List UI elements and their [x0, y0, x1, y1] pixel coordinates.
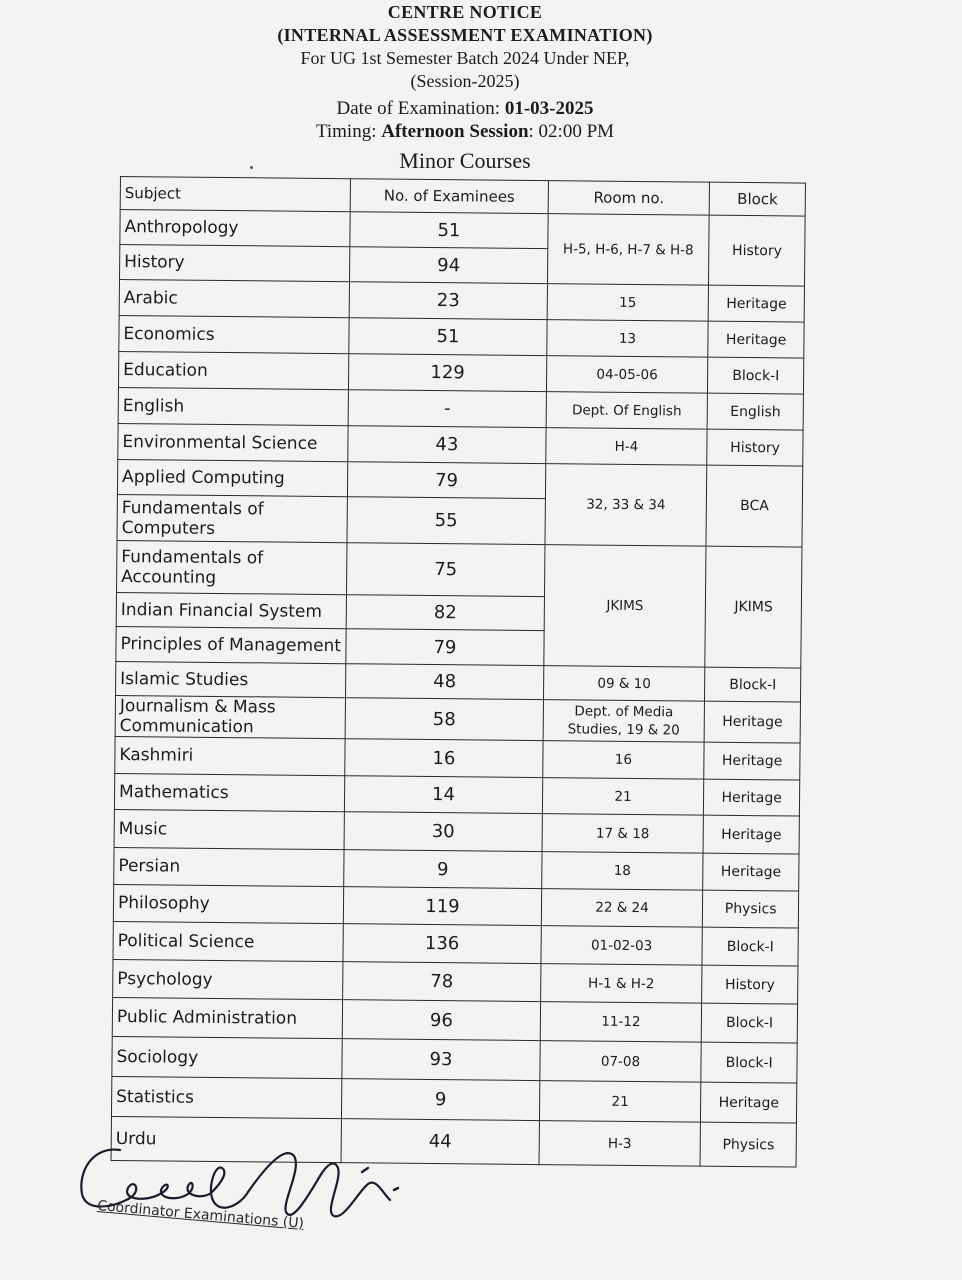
examinees-cell: 79	[348, 462, 546, 499]
header-block: Block	[710, 182, 806, 216]
table-row	[115, 695, 800, 743]
subject-cell: Philosophy	[113, 884, 344, 923]
subject-cell: Kashmiri	[115, 736, 346, 775]
room-cell: H-1 & H-2	[540, 964, 702, 1004]
block-cell: Heritage	[704, 701, 800, 743]
exam-date-line	[0, 98, 930, 120]
room-cell: 04-05-06	[546, 356, 708, 394]
examinees-cell: 79	[346, 629, 544, 666]
timing-session: Afternoon Session	[381, 121, 529, 142]
table-row	[114, 809, 799, 854]
subject-cell: Education	[118, 351, 349, 389]
examinees-cell: 48	[346, 664, 544, 700]
room-cell: 07-08	[539, 1041, 701, 1083]
room-cell: 09 & 10	[543, 666, 705, 702]
examinees-cell: 14	[345, 776, 543, 814]
header-room: Room no.	[548, 181, 710, 216]
examinees-cell: 44	[341, 1119, 539, 1165]
block-cell: Heritage	[701, 1082, 797, 1123]
timing-line	[0, 121, 930, 143]
notice-subtitle: (INTERNAL ASSESSMENT EXAMINATION)	[277, 25, 653, 45]
subject-cell: Environmental Science	[118, 423, 349, 461]
subject-cell: Economics	[119, 315, 350, 353]
examinees-cell: 9	[344, 850, 542, 889]
room-cell: JKIMS	[543, 545, 706, 668]
block-cell: English	[707, 393, 803, 430]
subject-cell: Sociology	[112, 1036, 343, 1078]
subject-cell: Anthropology	[120, 210, 351, 247]
room-cell: 21	[539, 1081, 701, 1123]
block-cell: BCA	[706, 465, 802, 547]
examinees-cell: 129	[349, 354, 547, 392]
examinees-cell: 55	[347, 497, 545, 545]
block-cell: Block-I	[702, 927, 798, 966]
subject-cell: Arabic	[119, 280, 350, 318]
header-subject: Subject	[120, 177, 351, 212]
examinees-cell: 30	[344, 812, 542, 852]
block-cell: Heritage	[703, 853, 799, 891]
subject-cell: History	[120, 245, 351, 282]
examinees-cell: 119	[344, 887, 542, 926]
room-cell: 22 & 24	[541, 889, 703, 928]
block-cell: Heritage	[708, 321, 804, 358]
block-cell: History	[709, 215, 805, 286]
examinees-cell: 82	[346, 595, 544, 631]
room-cell: 01-02-03	[541, 926, 703, 966]
subject-cell: Principles of Management	[116, 626, 347, 663]
examinees-cell: 9	[342, 1079, 540, 1121]
examinees-cell: 43	[348, 426, 546, 464]
room-cell: 16	[542, 741, 704, 780]
room-cell: 17 & 18	[542, 814, 704, 854]
examinees-cell: 136	[343, 924, 541, 964]
table-row	[112, 997, 797, 1043]
block-cell: Block-I	[702, 1003, 798, 1043]
table-row	[113, 959, 798, 1004]
header-examinees: No. of Examinees	[350, 179, 548, 214]
notice-title: CENTRE NOTICE	[387, 2, 543, 22]
coordinator-label: Coordinator Examinations (U)	[96, 1198, 305, 1233]
scan-speck	[250, 166, 253, 169]
subject-cell: Urdu	[111, 1116, 342, 1162]
timing-label: Timing:	[315, 121, 382, 142]
subject-cell: Political Science	[113, 921, 344, 961]
block-cell: Heritage	[704, 779, 800, 816]
subject-cell: Statistics	[111, 1076, 342, 1118]
room-cell: H-3	[539, 1121, 701, 1167]
examinees-cell: 51	[350, 212, 548, 249]
subject-cell: Mathematics	[114, 773, 345, 811]
subject-cell: English	[118, 387, 349, 425]
block-cell: Heritage	[709, 285, 805, 322]
subject-cell: Persian	[114, 847, 345, 886]
section-title: Minor Courses	[399, 148, 531, 173]
block-cell: Physics	[703, 890, 799, 928]
exam-date-value: 01-03-2025	[504, 98, 594, 119]
subject-cell: Psychology	[113, 959, 344, 999]
block-cell: History	[702, 965, 798, 1004]
block-cell: Block-I	[708, 357, 804, 394]
subject-cell: Public Administration	[112, 997, 343, 1038]
room-cell: 18	[541, 852, 703, 891]
subject-cell: Fundamentals of Computers	[117, 494, 348, 542]
examinees-cell: 51	[349, 318, 547, 356]
block-cell: Physics	[700, 1122, 796, 1167]
examinees-cell: 94	[350, 247, 548, 284]
room-cell: Dept. Of English	[546, 392, 708, 430]
block-cell: History	[707, 429, 803, 466]
block-cell: Heritage	[703, 815, 799, 854]
examinees-cell: 75	[347, 543, 545, 597]
table-row	[111, 1076, 796, 1123]
block-cell: Heritage	[704, 742, 800, 780]
examinees-cell: 78	[343, 962, 541, 1002]
room-cell: 11-12	[540, 1002, 702, 1043]
examinees-cell: 58	[345, 698, 543, 741]
room-cell: 13	[546, 320, 708, 358]
examinees-cell: 96	[343, 1000, 541, 1041]
exam-allocation-table	[111, 176, 806, 1168]
room-cell: Dept. of Media Studies, 19 & 20	[543, 700, 705, 743]
examinees-cell: 93	[342, 1039, 540, 1081]
room-cell: 32, 33 & 34	[545, 464, 708, 547]
subject-cell: Journalism & Mass Communication	[115, 695, 346, 738]
room-cell: H-4	[545, 428, 707, 466]
table-row	[117, 540, 802, 599]
table-row	[113, 921, 798, 966]
block-cell: Block-I	[701, 1042, 797, 1083]
room-cell: 21	[542, 778, 704, 816]
subject-cell: Music	[114, 809, 345, 849]
room-cell: 15	[547, 284, 709, 322]
subject-cell: Fundamentals of Accounting	[117, 540, 348, 594]
subject-cell: Applied Computing	[117, 459, 348, 496]
room-cell: H-5, H-6, H-7 & H-8	[547, 214, 709, 286]
batch-line: For UG 1st Semester Batch 2024 Under NEP,	[300, 48, 630, 68]
block-cell: JKIMS	[705, 546, 802, 668]
timing-time: : 02:00 PM	[528, 121, 615, 142]
examinees-cell: -	[348, 390, 546, 428]
block-cell: Block-I	[705, 667, 801, 702]
examinees-cell: 23	[349, 282, 547, 320]
examinees-cell: 16	[345, 739, 543, 778]
table-row	[112, 1036, 797, 1083]
exam-date-label: Date of Examination:	[336, 98, 505, 119]
session-line: (Session-2025)	[410, 71, 520, 91]
subject-cell: Indian Financial System	[116, 592, 347, 628]
subject-cell: Islamic Studies	[116, 661, 347, 697]
